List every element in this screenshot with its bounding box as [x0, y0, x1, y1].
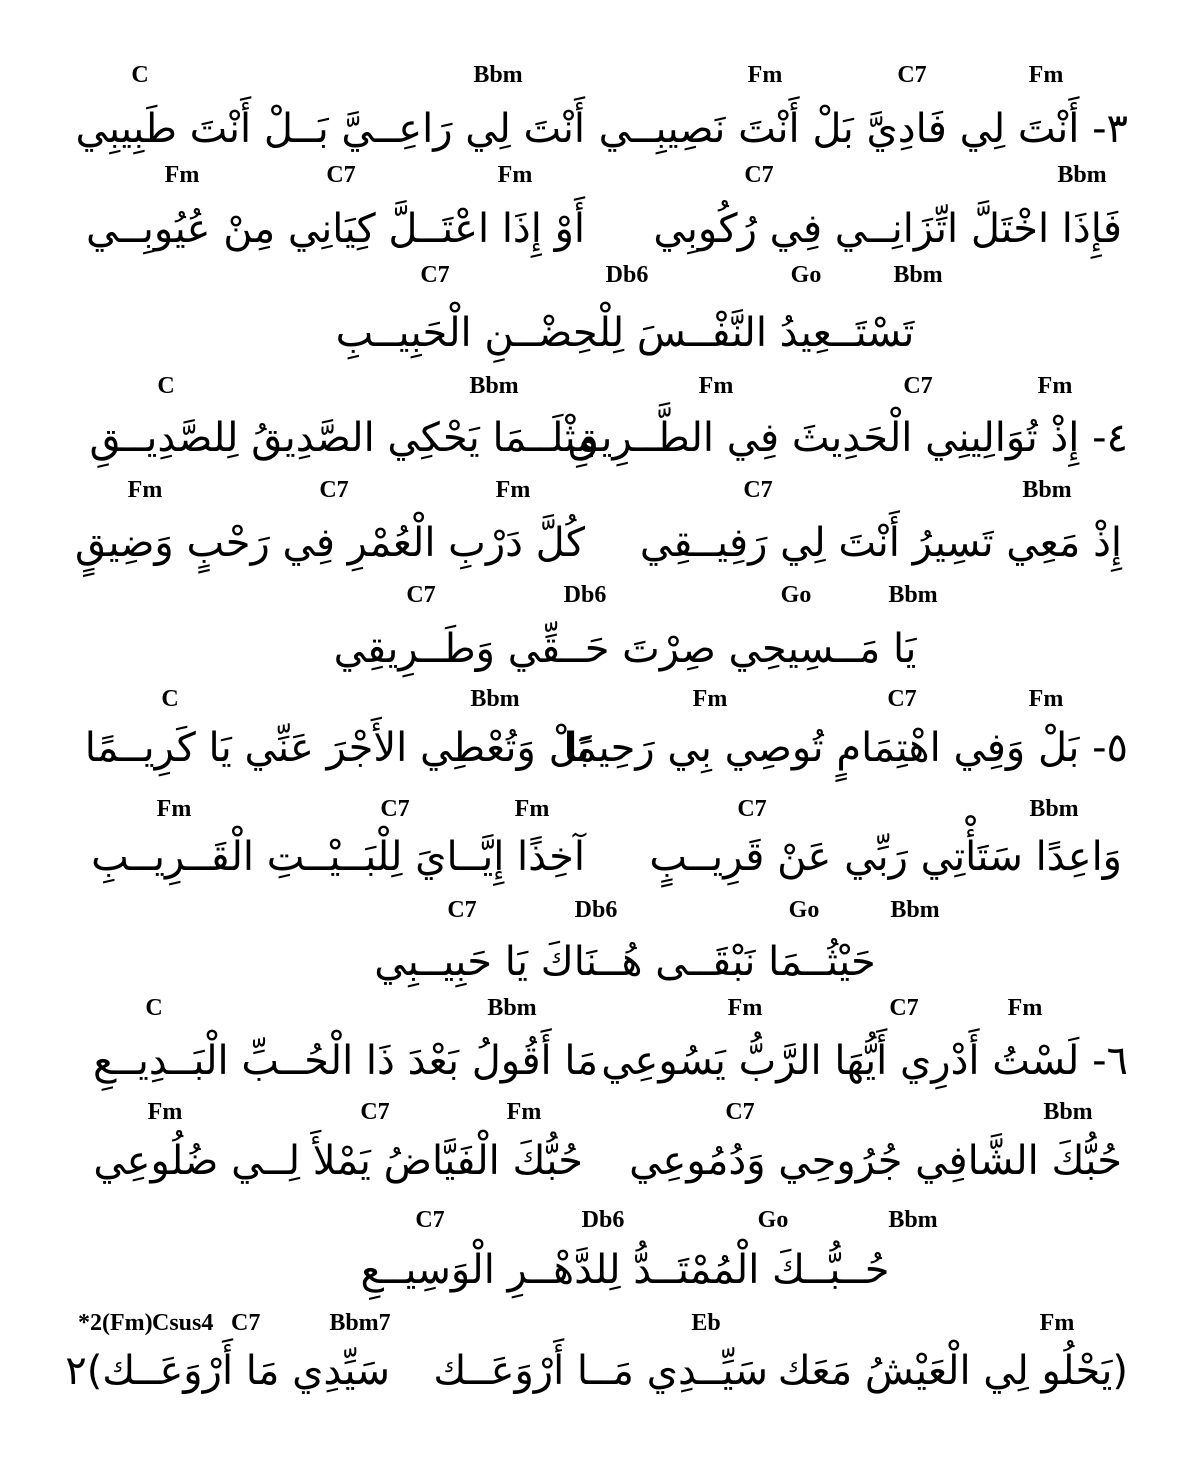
verse-line-first-half: ٣- أَنْتَ لِي فَادِيَّ بَلْ أَنْتَ نَصِيبِــي	[598, 106, 1128, 152]
verse-line-first-half: فَإِذَا اخْتَلَّ اتِّزَانِــي فِي رُكُوبِي	[653, 206, 1122, 252]
verse-line-first-half: ٦- لَسْتُ أَدْرِي أَيُّهَا الرَّبُّ يَسُوعِي	[601, 1038, 1128, 1084]
chord: Db6	[581, 1207, 625, 1233]
chord: Fm	[1007, 995, 1043, 1021]
verse-line-second-half: أَوْ إِذَا اعْتَــلَّ كِيَانِي مِنْ عُيُوبِــي	[86, 206, 585, 252]
chord: Fm	[1028, 686, 1064, 712]
chord: C7	[360, 1099, 390, 1125]
chord: Fm	[1039, 1310, 1075, 1336]
chord: Fm	[147, 1099, 183, 1125]
chord: Fm	[495, 477, 531, 503]
verse-line-first-half: وَاعِدًا سَتَأْتِي رَبِّي عَنْ قَرِيــبٍ	[649, 834, 1122, 880]
verse-line-first-half: إِذْ مَعِي تَسِيرُ أَنْتَ لِي رَفِيــقِي	[639, 520, 1122, 566]
chord: Bbm	[487, 995, 537, 1021]
verse-line-second-half: كُلَّ دَرْبِ الْعُمْرِ فِي رَحْبٍ وَضِيقٍ	[75, 520, 585, 566]
chord: Fm	[1028, 62, 1064, 88]
chord: Fm	[497, 162, 533, 188]
refrain-line-part-3: سَيِّدِي مَا أَرْوَعَــك)٢	[65, 1348, 390, 1394]
chord: Fm	[514, 796, 550, 822]
chord: Fm	[127, 477, 163, 503]
verse-line-centered: حُــبُّــكَ الْمُمْتَــدُّ لِلدَّهْــرِ الْوَسِيــعِ	[360, 1247, 890, 1293]
verse-line-second-half: حُبُّكَ الْفَيَّاضُ يَمْلأَ لِــي ضُلُوعِي	[93, 1138, 583, 1184]
chord: C7	[380, 796, 410, 822]
chord: C7	[744, 162, 774, 188]
chord: Go	[788, 897, 820, 923]
chord: C7	[737, 796, 767, 822]
verse-line-first-half: حُبُّكَ الشَّافِي جُرُوحِي وَدُمُوعِي	[629, 1138, 1122, 1184]
chord: Go	[790, 262, 822, 288]
verse-line-first-half: ٤- إِذْ تُوَالِينِي الْحَدِيثَ فِي الطَّــرِيقِ	[567, 415, 1128, 461]
chord: C7	[889, 995, 919, 1021]
chord: Bbm	[473, 62, 523, 88]
chord: Fm	[164, 162, 200, 188]
chord: Fm	[1037, 373, 1073, 399]
chord: C7	[903, 373, 933, 399]
chord: C7	[231, 1310, 261, 1336]
chord: Bbm7	[329, 1310, 391, 1336]
chord: C	[145, 995, 163, 1021]
verse-line-second-half: آخِذًا إِيَّــايَ لِلْبَــيْــتِ الْقَــرِيــبِ	[91, 834, 585, 880]
verse-line-first-half: ٥- بَلْ وَفِي اهْتِمَامٍ تُوصِي بِي رَحِيمًا	[563, 725, 1128, 771]
chord: Bbm	[470, 686, 520, 712]
chord: Fm	[727, 995, 763, 1021]
chord: Csus4	[152, 1310, 214, 1336]
chord: C	[131, 62, 149, 88]
chord: C	[157, 373, 175, 399]
verse-line-centered: تَسْتَــعِيدُ النَّفْــسَ لِلْحِضْــنِ الْحَبِيــبِ	[335, 310, 915, 356]
chord: C7	[887, 686, 917, 712]
verse-line-second-half: مِثْلَــمَا يَحْكِي الصَّدِيقُ لِلصَّدِيــقِ	[89, 415, 598, 461]
chord: Fm	[692, 686, 728, 712]
chord: C7	[447, 897, 477, 923]
chord: Db6	[563, 582, 607, 608]
chord: C7	[897, 62, 927, 88]
chord: Bbm	[890, 897, 940, 923]
chord: Bbm	[1043, 1099, 1093, 1125]
chord: Db6	[574, 897, 618, 923]
chord: Bbm	[1057, 162, 1107, 188]
chord: Go	[757, 1207, 789, 1233]
chord: C7	[743, 477, 773, 503]
chord: *2(Fm)	[78, 1310, 153, 1336]
verse-line-second-half: أَنْتَ لِي رَاعِــيَّ بَــلْ أَنْتَ طَبِيبِي	[75, 106, 585, 152]
chord: C7	[415, 1207, 445, 1233]
refrain-line-part-1: (يَحْلُو لِي الْعَيْشُ مَعَك	[777, 1348, 1128, 1394]
chord: C7	[326, 162, 356, 188]
chord: C7	[420, 262, 450, 288]
chord: Bbm	[1022, 477, 1072, 503]
chord: Bbm	[888, 582, 938, 608]
chord: Fm	[698, 373, 734, 399]
chord: Fm	[156, 796, 192, 822]
chord: Bbm	[888, 1207, 938, 1233]
verse-line-centered: حَيْثُــمَا نَبْقَــى هُــنَاكَ يَا حَبِيــبِي	[374, 939, 876, 985]
refrain-line-part-2: سَيِّــدِي مَــا أَرْوَعَــك	[433, 1348, 768, 1394]
chord: C7	[406, 582, 436, 608]
verse-line-second-half: بَلْ وَتُعْطِي الأَجْرَ عَنِّي يَا كَرِيــمًا	[84, 725, 590, 771]
chord: Eb	[691, 1310, 721, 1336]
chord: Db6	[605, 262, 649, 288]
verse-line-centered: يَا مَــسِيحِي صِرْتَ حَــقِّي وَطَــرِيقِي	[333, 626, 917, 672]
chord: C7	[725, 1099, 755, 1125]
chord: Bbm	[469, 373, 519, 399]
chord: Fm	[747, 62, 783, 88]
verse-line-second-half: مَا أَقُولُ بَعْدَ ذَا الْحُــبِّ الْبَــدِيــعِ	[93, 1038, 598, 1084]
chord: Go	[780, 582, 812, 608]
chord: Bbm	[893, 262, 943, 288]
chord: C	[161, 686, 179, 712]
chord: C7	[319, 477, 349, 503]
chord: Fm	[506, 1099, 542, 1125]
chord: Bbm	[1029, 796, 1079, 822]
